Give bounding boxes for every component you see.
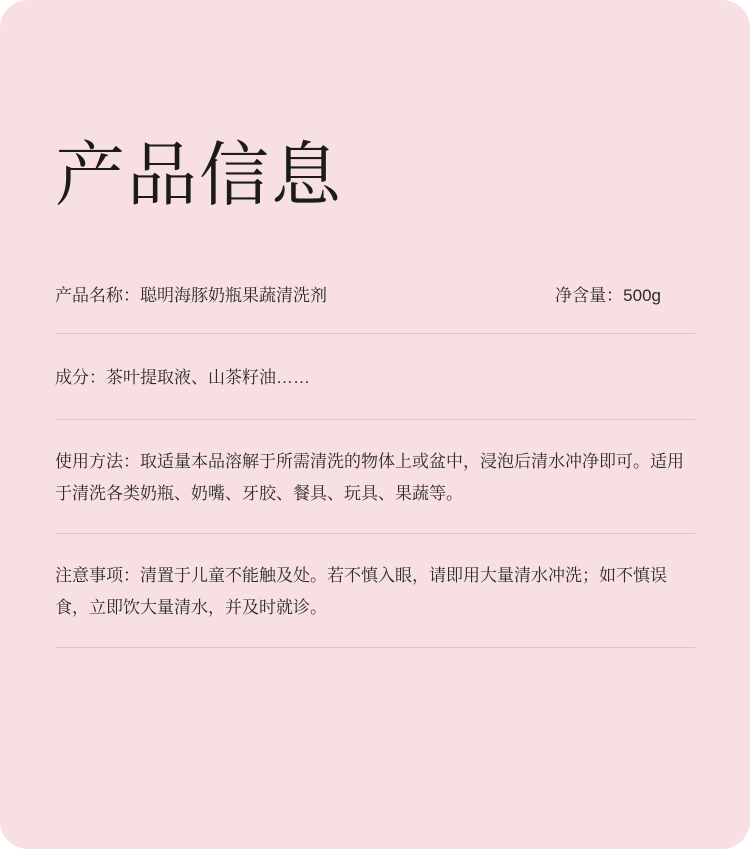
product-name-row	[55, 210, 695, 333]
usage-text: 使用方法：取适量本品溶解于所需清洗的物体上或盆中，浸泡后清水冲净即可。适用于清洗各类奶瓶、奶嘴、牙胶、餐具、玩具、果蔬等。	[55, 452, 684, 503]
bottom-spacer	[55, 648, 695, 768]
product-name-label: 产品名称：聪明海豚奶瓶果蔬清洗剂	[55, 286, 327, 305]
content-container	[55, 0, 695, 768]
caution-text: 注意事项：清置于儿童不能触及处。若不慎入眼，请即用大量清水冲洗；如不慎误食，立即饮大量清水，并及时就诊。	[55, 566, 667, 617]
page-title: 产品信息	[55, 134, 343, 216]
ingredients-text: 成分：茶叶提取液、山茶籽油……	[55, 367, 310, 387]
net-weight-label: 净含量：500g	[555, 286, 661, 305]
